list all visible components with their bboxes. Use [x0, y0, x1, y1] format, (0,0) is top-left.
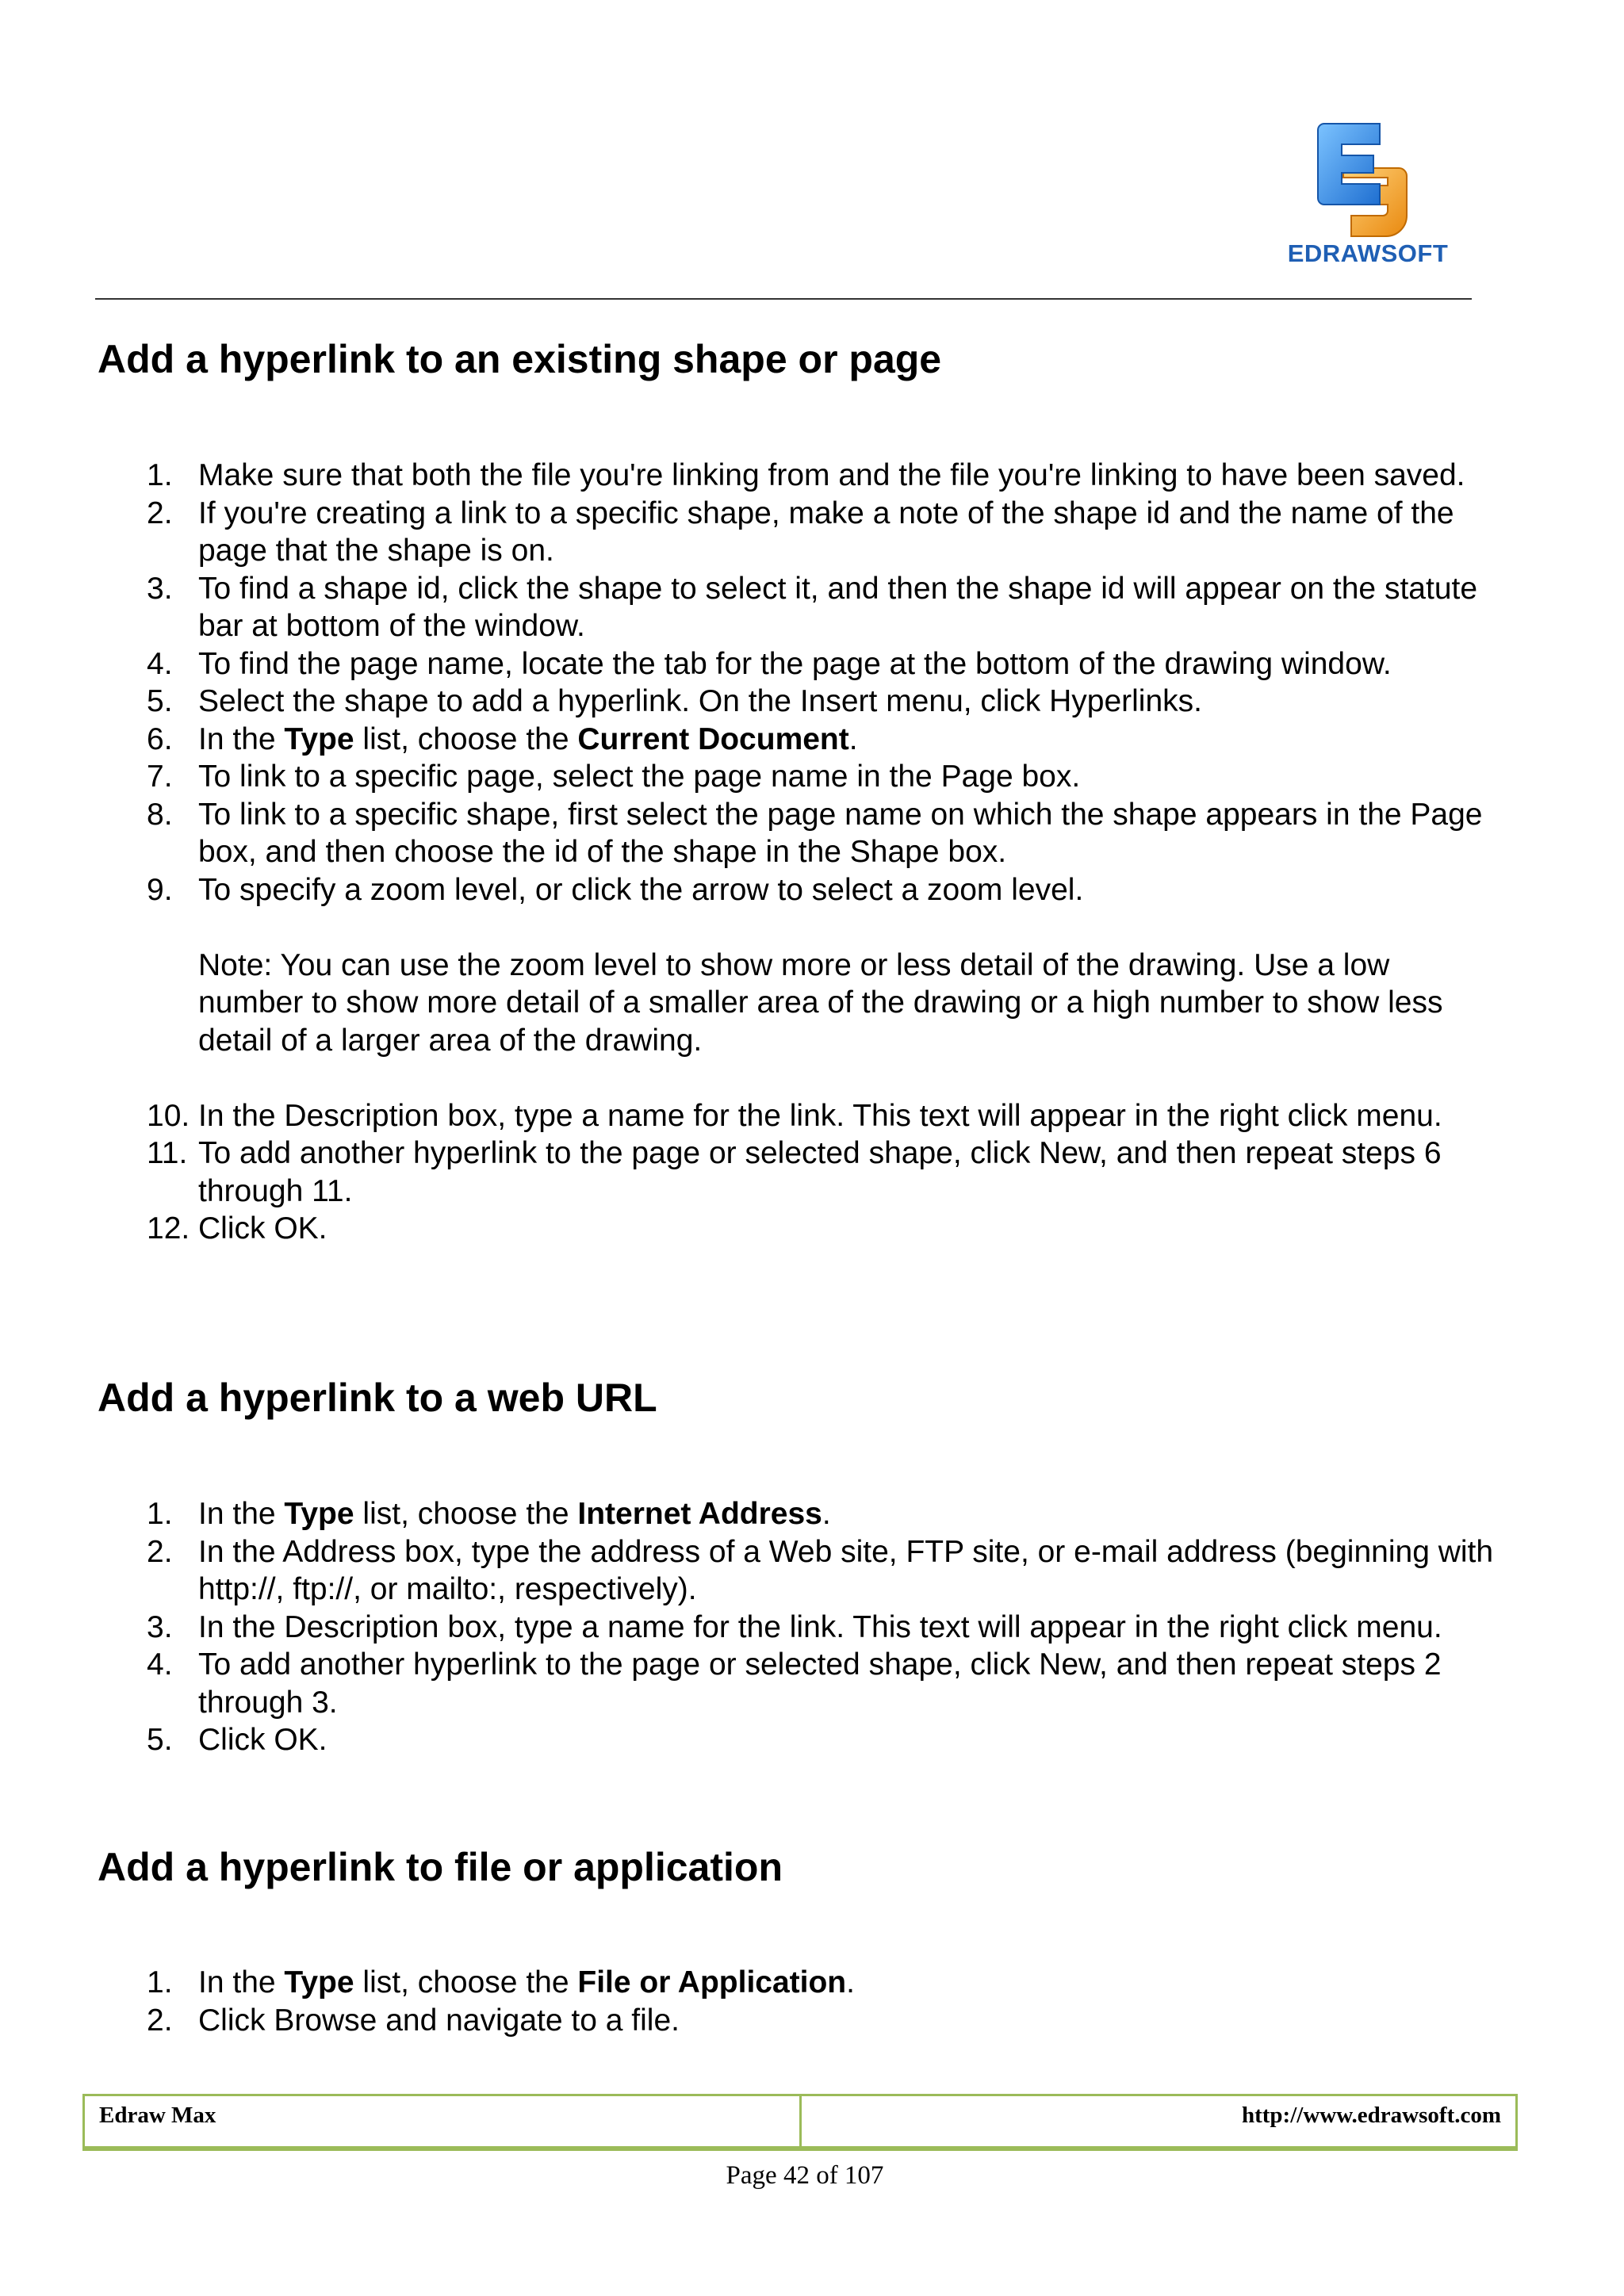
step-number: 1. [147, 458, 173, 492]
list-item [0, 1097, 1499, 1135]
step-text: . [846, 1965, 855, 1999]
list-item [0, 683, 1499, 721]
list-item [0, 1721, 1499, 1759]
section-title: Add a hyperlink to an existing shape or page [98, 337, 942, 381]
logo-text: EDRAWSOFT [1287, 239, 1449, 267]
steps-list [0, 457, 1624, 1248]
footer-table [82, 2094, 1518, 2151]
step-number: 5. [147, 684, 173, 718]
step-text: If you're creating a link to a specific shape, make a note of the shape id and the name of the page that the shape is on. [198, 496, 1454, 568]
step-text: Click Browse and navigate to a file. [198, 2003, 680, 2038]
step-text: Make sure that both the file you're linking from and the file you're linking to have been saved. [198, 458, 1465, 492]
list-item [0, 871, 1499, 1060]
section-title: Add a hyperlink to a web URL [98, 1376, 657, 1420]
list-item [0, 495, 1499, 570]
list-item [0, 1495, 1499, 1533]
step-text: To find a shape id, click the shape to select it, and then the shape id will appear on the statute bar at bottom of the window. [198, 571, 1478, 643]
step-number: 4. [147, 646, 173, 681]
list-item [0, 1135, 1499, 1210]
list-item [0, 758, 1499, 796]
step-number: 2. [147, 496, 173, 530]
step-number: 12. [147, 1211, 190, 1246]
steps-list [0, 1495, 1624, 1759]
edrawsoft-logo-icon [1308, 119, 1427, 238]
step-text: To add another hyperlink to the page or selected shape, click New, and then repeat steps 6 through 11. [198, 1136, 1442, 1208]
bold-term: Internet Address [577, 1497, 822, 1531]
steps-list [0, 1964, 1624, 2039]
step-number: 4. [147, 1647, 173, 1682]
footer-website-link[interactable]: http://www.edrawsoft.com [1241, 2103, 1501, 2128]
step-text: To add another hyperlink to the page or selected shape, click New, and then repeat steps 2 through 3. [198, 1647, 1442, 1720]
step-text: list, choose the [354, 1497, 578, 1531]
step-text: In the [198, 1965, 285, 1999]
step-number: 9. [147, 872, 173, 907]
list-item [0, 1964, 1499, 2002]
step-text: Click OK. [198, 1723, 327, 1757]
bold-term: Current Document [577, 721, 849, 756]
list-item [0, 645, 1499, 683]
step-text: list, choose the [354, 721, 578, 756]
step-text: In the [198, 721, 285, 756]
bold-term: File or Application [577, 1965, 847, 1999]
step-text: Click OK. [198, 1211, 327, 1246]
list-item [0, 2002, 1499, 2040]
step-number: 7. [147, 760, 173, 794]
step-text: In the Address box, type the address of a Web site, FTP site, or e-mail address (beginning with http://, ftp://, or mailto:, respectively). [198, 1534, 1494, 1606]
bold-term: Type [284, 721, 354, 756]
step-number: 1. [147, 1497, 173, 1531]
list-item [0, 457, 1499, 495]
footer-product-name: Edraw Max [85, 2096, 802, 2146]
bold-term: Type [284, 1497, 354, 1531]
list-item [0, 1210, 1499, 1248]
step-number: 11. [147, 1136, 188, 1170]
list-item [0, 570, 1499, 645]
step-number: 3. [147, 571, 173, 606]
step-number: 6. [147, 721, 173, 756]
step-text: To specify a zoom level, or click the arrow to select a zoom level. [198, 872, 1084, 907]
list-item [0, 1533, 1499, 1609]
step-text: To find the page name, locate the tab for the page at the bottom of the drawing window. [198, 646, 1392, 681]
bold-term: Type [284, 1965, 354, 1999]
step-text: In the Description box, type a name for the link. This text will appear in the right click menu. [198, 1609, 1442, 1644]
step-number: 8. [147, 797, 173, 832]
step-text: In the Description box, type a name for the link. This text will appear in the right click menu. [198, 1098, 1442, 1133]
step-text: Select the shape to add a hyperlink. On the Insert menu, click Hyperlinks. [198, 684, 1202, 718]
step-text: To link to a specific shape, first select the page name on which the shape appears in the Page box, and then choose the id of the shape in the Shape box. [198, 797, 1483, 869]
list-item [0, 1646, 1499, 1721]
step-number: 10. [147, 1098, 190, 1133]
step-number: 2. [147, 2003, 173, 2038]
step-text: In the [198, 1497, 285, 1531]
step-number: 3. [147, 1609, 173, 1644]
list-item [0, 1609, 1499, 1647]
list-item [0, 721, 1499, 759]
step-text: . [822, 1497, 831, 1531]
section-title: Add a hyperlink to file or application [98, 1845, 783, 1889]
step-number: 2. [147, 1534, 173, 1569]
list-item [0, 796, 1499, 871]
step-note: Note: You can use the zoom level to show more or less detail of the drawing. Use a low number to show more detail of a smaller area of the drawing or a high number to show less detail of a larger area of the drawing. [198, 947, 1443, 1058]
edrawsoft-logo [1269, 111, 1467, 285]
page-number: Page 42 of 107 [726, 2161, 884, 2190]
step-text: . [848, 721, 858, 756]
step-number: 5. [147, 1723, 173, 1757]
header-divider [95, 298, 1472, 300]
step-number: 1. [147, 1965, 173, 1999]
step-text: To link to a specific page, select the page name in the Page box. [198, 760, 1081, 794]
step-text: list, choose the [354, 1965, 578, 1999]
